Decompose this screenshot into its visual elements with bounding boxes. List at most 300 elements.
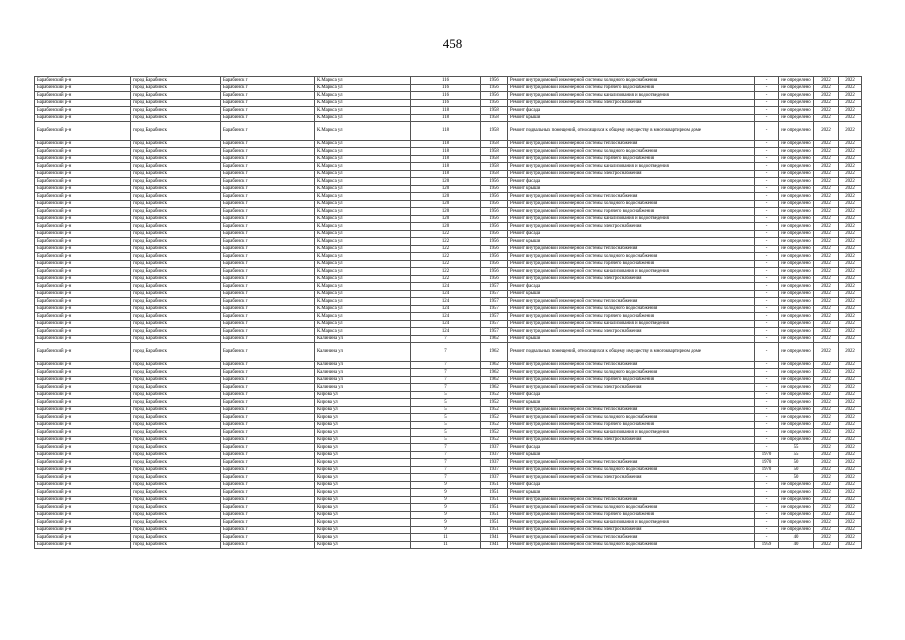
build-year-cell: 1956: [481, 238, 508, 246]
street-cell: К.Маркса ул: [315, 114, 411, 122]
status-cell: не определено: [779, 193, 814, 201]
plan-end-cell: 2022: [839, 230, 862, 238]
status-cell: не определено: [779, 526, 814, 534]
table-row: [35, 489, 862, 497]
work-type-cell: Ремонт внутридомовой инженерной системы канализования и водоотведения: [508, 320, 755, 328]
settlement-cell: город Барабинск: [131, 178, 221, 186]
build-year-cell: 1956: [481, 77, 508, 85]
district-cell: Барабинский р-н: [35, 466, 131, 474]
plan-end-cell: 2022: [839, 77, 862, 85]
plan-start-cell: 2022: [814, 504, 839, 512]
build-year-cell: 1958: [481, 148, 508, 156]
last-repair-cell: -: [755, 238, 779, 246]
status-cell: не определено: [779, 361, 814, 369]
last-repair-cell: -: [755, 200, 779, 208]
house-number-cell: 5: [411, 391, 481, 399]
street-cell: К.Маркса ул: [315, 77, 411, 85]
locality-cell: Барабинск г: [221, 376, 315, 384]
district-cell: Барабинский р-н: [35, 223, 131, 231]
plan-end-cell: 2022: [839, 223, 862, 231]
locality-cell: Барабинск г: [221, 260, 315, 268]
street-cell: Калинина ул: [315, 376, 411, 384]
settlement-cell: город Барабинск: [131, 215, 221, 223]
plan-start-cell: 2022: [814, 384, 839, 392]
work-type-cell: Ремонт крыши: [508, 114, 755, 122]
settlement-cell: город Барабинск: [131, 541, 221, 549]
plan-end-cell: 2022: [839, 200, 862, 208]
district-cell: Барабинский р-н: [35, 193, 131, 201]
street-cell: К.Маркса ул: [315, 84, 411, 92]
table-row: [35, 406, 862, 414]
district-cell: Барабинский р-н: [35, 148, 131, 156]
table-row: [35, 436, 862, 444]
work-type-cell: Ремонт внутридомовой инженерной системы канализования и водоотведения: [508, 215, 755, 223]
district-cell: Барабинский р-н: [35, 275, 131, 283]
repair-schedule-table: [34, 76, 862, 549]
last-repair-cell: -: [755, 260, 779, 268]
last-repair-cell: -: [755, 178, 779, 186]
build-year-cell: 1937: [481, 459, 508, 467]
plan-start-cell: 2022: [814, 230, 839, 238]
work-type-cell: Ремонт внутридомовой инженерной системы горячего водоснабжения: [508, 511, 755, 519]
build-year-cell: 1962: [481, 335, 508, 343]
build-year-cell: 1958: [481, 114, 508, 122]
build-year-cell: 1957: [481, 305, 508, 313]
street-cell: Кирова ул: [315, 399, 411, 407]
status-cell: не определено: [779, 283, 814, 291]
plan-end-cell: 2022: [839, 122, 862, 141]
district-cell: Барабинский р-н: [35, 369, 131, 377]
status-cell: не определено: [779, 107, 814, 115]
plan-start-cell: 2022: [814, 114, 839, 122]
plan-start-cell: 2022: [814, 414, 839, 422]
locality-cell: Барабинск г: [221, 541, 315, 549]
locality-cell: Барабинск г: [221, 519, 315, 527]
table-row: [35, 504, 862, 512]
street-cell: К.Маркса ул: [315, 155, 411, 163]
district-cell: Барабинский р-н: [35, 298, 131, 306]
house-number-cell: 124: [411, 305, 481, 313]
plan-start-cell: 2022: [814, 328, 839, 336]
house-number-cell: 124: [411, 290, 481, 298]
build-year-cell: 1951: [481, 504, 508, 512]
status-cell: не определено: [779, 238, 814, 246]
last-repair-cell: -: [755, 193, 779, 201]
status-cell: 50: [779, 459, 814, 467]
settlement-cell: город Барабинск: [131, 369, 221, 377]
settlement-cell: город Барабинск: [131, 399, 221, 407]
build-year-cell: 1962: [481, 343, 508, 362]
plan-start-cell: 2022: [814, 519, 839, 527]
work-type-cell: Ремонт внутридомовой инженерной системы холодного водоснабжения: [508, 541, 755, 549]
last-repair-cell: -: [755, 328, 779, 336]
table-row: [35, 140, 862, 148]
house-number-cell: 7: [411, 474, 481, 482]
table-row: [35, 208, 862, 216]
plan-start-cell: 2022: [814, 361, 839, 369]
settlement-cell: город Барабинск: [131, 320, 221, 328]
status-cell: не определено: [779, 208, 814, 216]
plan-end-cell: 2022: [839, 343, 862, 362]
last-repair-cell: 1970: [755, 451, 779, 459]
house-number-cell: 5: [411, 406, 481, 414]
locality-cell: Барабинск г: [221, 298, 315, 306]
status-cell: не определено: [779, 335, 814, 343]
build-year-cell: 1952: [481, 399, 508, 407]
settlement-cell: город Барабинск: [131, 526, 221, 534]
house-number-cell: 9: [411, 481, 481, 489]
status-cell: не определено: [779, 391, 814, 399]
work-type-cell: Ремонт подвальных помещений, относящихся к общему имуществу в многоквартирном доме: [508, 122, 755, 141]
plan-end-cell: 2022: [839, 481, 862, 489]
locality-cell: Барабинск г: [221, 77, 315, 85]
last-repair-cell: -: [755, 436, 779, 444]
street-cell: Кирова ул: [315, 541, 411, 549]
status-cell: не определено: [779, 253, 814, 261]
status-cell: не определено: [779, 399, 814, 407]
build-year-cell: 1956: [481, 185, 508, 193]
build-year-cell: 1957: [481, 283, 508, 291]
plan-end-cell: 2022: [839, 107, 862, 115]
locality-cell: Барабинск г: [221, 361, 315, 369]
district-cell: Барабинский р-н: [35, 92, 131, 100]
status-cell: не определено: [779, 200, 814, 208]
build-year-cell: 1956: [481, 275, 508, 283]
build-year-cell: 1951: [481, 511, 508, 519]
plan-start-cell: 2022: [814, 496, 839, 504]
house-number-cell: 122: [411, 260, 481, 268]
work-type-cell: Ремонт внутридомовой инженерной системы теплоснабжения: [508, 361, 755, 369]
table-row: [35, 99, 862, 107]
plan-start-cell: 2022: [814, 283, 839, 291]
last-repair-cell: -: [755, 421, 779, 429]
street-cell: Кирова ул: [315, 391, 411, 399]
plan-start-cell: 2022: [814, 298, 839, 306]
street-cell: Кирова ул: [315, 504, 411, 512]
plan-end-cell: 2022: [839, 459, 862, 467]
status-cell: не определено: [779, 178, 814, 186]
work-type-cell: Ремонт внутридомовой инженерной системы холодного водоснабжения: [508, 148, 755, 156]
build-year-cell: 1962: [481, 361, 508, 369]
house-number-cell: 7: [411, 466, 481, 474]
plan-end-cell: 2022: [839, 268, 862, 276]
table-row: [35, 298, 862, 306]
build-year-cell: 1958: [481, 122, 508, 141]
street-cell: Кирова ул: [315, 414, 411, 422]
work-type-cell: Ремонт внутридомовой инженерной системы канализования и водоотведения: [508, 268, 755, 276]
settlement-cell: город Барабинск: [131, 444, 221, 452]
settlement-cell: город Барабинск: [131, 140, 221, 148]
last-repair-cell: -: [755, 305, 779, 313]
street-cell: К.Маркса ул: [315, 290, 411, 298]
locality-cell: Барабинск г: [221, 215, 315, 223]
table-row: [35, 155, 862, 163]
last-repair-cell: -: [755, 429, 779, 437]
build-year-cell: 1951: [481, 496, 508, 504]
build-year-cell: 1937: [481, 466, 508, 474]
house-number-cell: 118: [411, 155, 481, 163]
district-cell: Барабинский р-н: [35, 305, 131, 313]
plan-start-cell: 2022: [814, 421, 839, 429]
build-year-cell: 1956: [481, 260, 508, 268]
locality-cell: Барабинск г: [221, 399, 315, 407]
plan-end-cell: 2022: [839, 253, 862, 261]
settlement-cell: город Барабинск: [131, 193, 221, 201]
street-cell: Кирова ул: [315, 406, 411, 414]
last-repair-cell: 1959: [755, 541, 779, 549]
district-cell: Барабинский р-н: [35, 84, 131, 92]
street-cell: Кирова ул: [315, 421, 411, 429]
settlement-cell: город Барабинск: [131, 421, 221, 429]
plan-start-cell: 2022: [814, 305, 839, 313]
district-cell: Барабинский р-н: [35, 328, 131, 336]
status-cell: не определено: [779, 496, 814, 504]
last-repair-cell: -: [755, 511, 779, 519]
street-cell: К.Маркса ул: [315, 253, 411, 261]
settlement-cell: город Барабинск: [131, 313, 221, 321]
locality-cell: Барабинск г: [221, 328, 315, 336]
build-year-cell: 1952: [481, 391, 508, 399]
settlement-cell: город Барабинск: [131, 92, 221, 100]
plan-end-cell: 2022: [839, 436, 862, 444]
table-row: [35, 92, 862, 100]
settlement-cell: город Барабинск: [131, 474, 221, 482]
work-type-cell: Ремонт внутридомовой инженерной системы канализования и водоотведения: [508, 519, 755, 527]
house-number-cell: 118: [411, 114, 481, 122]
district-cell: Барабинский р-н: [35, 238, 131, 246]
build-year-cell: 1957: [481, 320, 508, 328]
build-year-cell: 1951: [481, 481, 508, 489]
work-type-cell: Ремонт внутридомовой инженерной системы электроснабжения: [508, 99, 755, 107]
plan-start-cell: 2022: [814, 481, 839, 489]
settlement-cell: город Барабинск: [131, 283, 221, 291]
plan-start-cell: 2022: [814, 399, 839, 407]
locality-cell: Барабинск г: [221, 245, 315, 253]
settlement-cell: город Барабинск: [131, 99, 221, 107]
plan-start-cell: 2022: [814, 140, 839, 148]
locality-cell: Барабинск г: [221, 481, 315, 489]
locality-cell: Барабинск г: [221, 466, 315, 474]
house-number-cell: 7: [411, 444, 481, 452]
work-type-cell: Ремонт внутридомовой инженерной системы канализования и водоотведения: [508, 163, 755, 171]
build-year-cell: 1962: [481, 369, 508, 377]
street-cell: К.Маркса ул: [315, 99, 411, 107]
locality-cell: Барабинск г: [221, 155, 315, 163]
locality-cell: Барабинск г: [221, 114, 315, 122]
table-row: [35, 343, 862, 362]
work-type-cell: Ремонт фасада: [508, 444, 755, 452]
district-cell: Барабинский р-н: [35, 384, 131, 392]
house-number-cell: 118: [411, 163, 481, 171]
house-number-cell: 118: [411, 148, 481, 156]
district-cell: Барабинский р-н: [35, 253, 131, 261]
page-number: 458: [442, 36, 463, 51]
settlement-cell: город Барабинск: [131, 335, 221, 343]
settlement-cell: город Барабинск: [131, 275, 221, 283]
table-row: [35, 122, 862, 141]
house-number-cell: 122: [411, 245, 481, 253]
table-row: [35, 84, 862, 92]
plan-end-cell: 2022: [839, 369, 862, 377]
settlement-cell: город Барабинск: [131, 155, 221, 163]
work-type-cell: Ремонт внутридомовой инженерной системы электроснабжения: [508, 474, 755, 482]
locality-cell: Барабинск г: [221, 474, 315, 482]
district-cell: Барабинский р-н: [35, 399, 131, 407]
last-repair-cell: 1970: [755, 466, 779, 474]
locality-cell: Барабинск г: [221, 275, 315, 283]
locality-cell: Барабинск г: [221, 429, 315, 437]
house-number-cell: 7: [411, 376, 481, 384]
locality-cell: Барабинск г: [221, 230, 315, 238]
status-cell: не определено: [779, 185, 814, 193]
plan-start-cell: 2022: [814, 313, 839, 321]
last-repair-cell: -: [755, 185, 779, 193]
plan-end-cell: 2022: [839, 208, 862, 216]
build-year-cell: 1956: [481, 223, 508, 231]
locality-cell: Барабинск г: [221, 107, 315, 115]
build-year-cell: 1958: [481, 163, 508, 171]
settlement-cell: город Барабинск: [131, 260, 221, 268]
locality-cell: Барабинск г: [221, 343, 315, 362]
table-row: [35, 290, 862, 298]
status-cell: не определено: [779, 275, 814, 283]
district-cell: Барабинский р-н: [35, 511, 131, 519]
build-year-cell: 1957: [481, 328, 508, 336]
locality-cell: Барабинск г: [221, 444, 315, 452]
locality-cell: Барабинск г: [221, 511, 315, 519]
street-cell: К.Маркса ул: [315, 298, 411, 306]
plan-start-cell: 2022: [814, 376, 839, 384]
status-cell: не определено: [779, 84, 814, 92]
street-cell: Кирова ул: [315, 496, 411, 504]
table-row: [35, 223, 862, 231]
plan-end-cell: 2022: [839, 519, 862, 527]
locality-cell: Барабинск г: [221, 122, 315, 141]
house-number-cell: 5: [411, 414, 481, 422]
house-number-cell: 120: [411, 223, 481, 231]
build-year-cell: 1956: [481, 208, 508, 216]
status-cell: 40: [779, 534, 814, 542]
house-number-cell: 122: [411, 238, 481, 246]
table-row: [35, 361, 862, 369]
build-year-cell: 1958: [481, 170, 508, 178]
build-year-cell: 1952: [481, 406, 508, 414]
status-cell: 55: [779, 451, 814, 459]
status-cell: не определено: [779, 313, 814, 321]
table-row: [35, 519, 862, 527]
last-repair-cell: -: [755, 384, 779, 392]
locality-cell: Барабинск г: [221, 253, 315, 261]
house-number-cell: 11: [411, 534, 481, 542]
work-type-cell: Ремонт внутридомовой инженерной системы теплоснабжения: [508, 459, 755, 467]
table-row: [35, 193, 862, 201]
street-cell: Кирова ул: [315, 534, 411, 542]
settlement-cell: город Барабинск: [131, 77, 221, 85]
locality-cell: Барабинск г: [221, 290, 315, 298]
plan-start-cell: 2022: [814, 223, 839, 231]
table-row: [35, 163, 862, 171]
settlement-cell: город Барабинск: [131, 230, 221, 238]
work-type-cell: Ремонт внутридомовой инженерной системы электроснабжения: [508, 526, 755, 534]
last-repair-cell: -: [755, 290, 779, 298]
status-cell: не определено: [779, 268, 814, 276]
work-type-cell: Ремонт крыши: [508, 451, 755, 459]
house-number-cell: 9: [411, 511, 481, 519]
status-cell: не определено: [779, 230, 814, 238]
work-type-cell: Ремонт фасада: [508, 391, 755, 399]
work-type-cell: Ремонт внутридомовой инженерной системы холодного водоснабжения: [508, 305, 755, 313]
status-cell: не определено: [779, 114, 814, 122]
house-number-cell: 124: [411, 298, 481, 306]
street-cell: К.Маркса ул: [315, 238, 411, 246]
work-type-cell: Ремонт внутридомовой инженерной системы горячего водоснабжения: [508, 421, 755, 429]
plan-start-cell: 2022: [814, 436, 839, 444]
street-cell: Кирова ул: [315, 474, 411, 482]
settlement-cell: город Барабинск: [131, 429, 221, 437]
plan-start-cell: 2022: [814, 474, 839, 482]
work-type-cell: Ремонт фасада: [508, 230, 755, 238]
status-cell: не определено: [779, 260, 814, 268]
plan-start-cell: 2022: [814, 511, 839, 519]
settlement-cell: город Барабинск: [131, 504, 221, 512]
last-repair-cell: -: [755, 361, 779, 369]
district-cell: Барабинский р-н: [35, 436, 131, 444]
build-year-cell: 1956: [481, 200, 508, 208]
table-body: [35, 77, 862, 549]
last-repair-cell: -: [755, 148, 779, 156]
status-cell: не определено: [779, 320, 814, 328]
plan-end-cell: 2022: [839, 451, 862, 459]
last-repair-cell: -: [755, 114, 779, 122]
street-cell: К.Маркса ул: [315, 200, 411, 208]
plan-end-cell: 2022: [839, 283, 862, 291]
work-type-cell: Ремонт внутридомовой инженерной системы теплоснабжения: [508, 406, 755, 414]
house-number-cell: 120: [411, 208, 481, 216]
street-cell: К.Маркса ул: [315, 208, 411, 216]
status-cell: 40: [779, 541, 814, 549]
status-cell: не определено: [779, 504, 814, 512]
work-type-cell: Ремонт внутридомовой инженерной системы горячего водоснабжения: [508, 313, 755, 321]
district-cell: Барабинский р-н: [35, 451, 131, 459]
locality-cell: Барабинск г: [221, 200, 315, 208]
plan-start-cell: 2022: [814, 459, 839, 467]
build-year-cell: 1962: [481, 384, 508, 392]
plan-end-cell: 2022: [839, 429, 862, 437]
build-year-cell: 1941: [481, 541, 508, 549]
district-cell: Барабинский р-н: [35, 170, 131, 178]
locality-cell: Барабинск г: [221, 335, 315, 343]
build-year-cell: 1951: [481, 519, 508, 527]
locality-cell: Барабинск г: [221, 526, 315, 534]
plan-end-cell: 2022: [839, 155, 862, 163]
house-number-cell: 120: [411, 185, 481, 193]
table-row: [35, 230, 862, 238]
last-repair-cell: -: [755, 526, 779, 534]
last-repair-cell: -: [755, 170, 779, 178]
street-cell: Кирова ул: [315, 489, 411, 497]
plan-end-cell: 2022: [839, 99, 862, 107]
district-cell: Барабинский р-н: [35, 519, 131, 527]
settlement-cell: город Барабинск: [131, 148, 221, 156]
work-type-cell: Ремонт внутридомовой инженерной системы электроснабжения: [508, 275, 755, 283]
plan-end-cell: 2022: [839, 163, 862, 171]
build-year-cell: 1952: [481, 414, 508, 422]
plan-end-cell: 2022: [839, 466, 862, 474]
house-number-cell: 7: [411, 369, 481, 377]
district-cell: Барабинский р-н: [35, 459, 131, 467]
plan-start-cell: 2022: [814, 148, 839, 156]
status-cell: не определено: [779, 77, 814, 85]
